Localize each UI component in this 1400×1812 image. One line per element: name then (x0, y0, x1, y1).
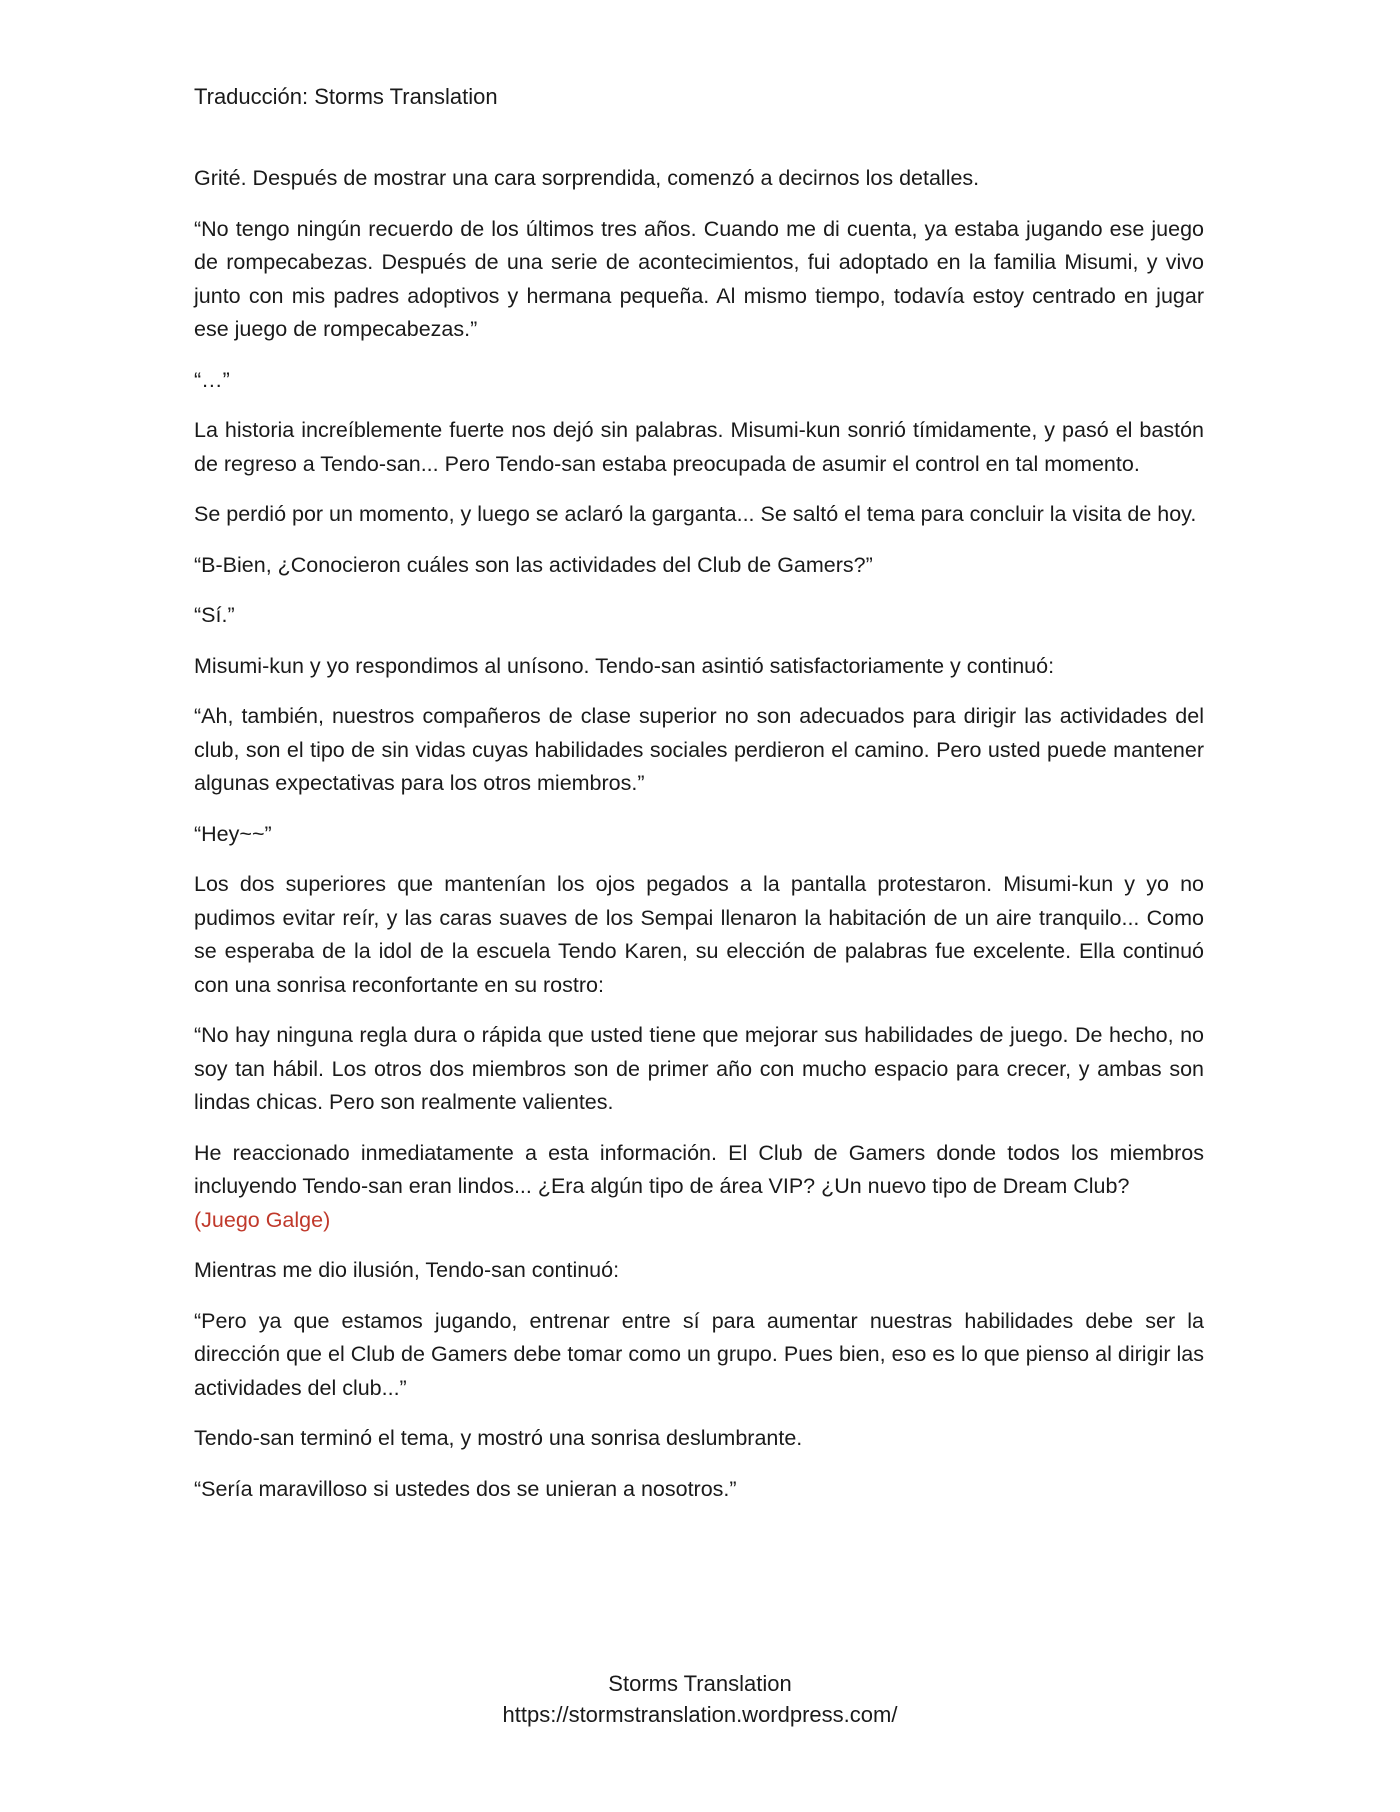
paragraph: Se perdió por un momento, y luego se aclaró la garganta... Se saltó el tema para concluir la visita de hoy. (194, 502, 1197, 526)
paragraph-text: He reaccionado inmediatamente a esta información. El Club de Gamers donde todos los miembros incluyendo Tendo-san eran lindos... ¿Era algún tipo de área VIP? ¿Un nuevo tipo de Dream Club? (194, 1140, 1204, 1198)
paragraph: Los dos superiores que mantenían los ojos pegados a la pantalla protestaron. Misumi-kun y yo no pudimos evitar reír, y las caras suaves de los Sempai llenaron la habitación de un aire tranquilo... Como se esperaba de la idol de la escuela Tendo Karen, su elección de palabras fue excelente. Ella continuó con una sonrisa reconfortante en su rostro: (194, 872, 1204, 997)
footer-url: https://stormstranslation.wordpress.com/ (502, 1702, 898, 1727)
paragraph: “No hay ninguna regla dura o rápida que usted tiene que mejorar sus habilidades de juego. De hecho, no soy tan hábil. Los otros dos miembros son de primer año con mucho espacio para crecer, y ambas son lindas chicas. Pero son realmente valientes. (194, 1023, 1204, 1114)
paragraph: “Pero ya que estamos jugando, entrenar entre sí para aumentar nuestras habilidades debe ser la dirección que el Club de Gamers debe tomar como un grupo. Pues bien, eso es lo que pienso al dirigir las actividades del club...” (194, 1308, 1204, 1400)
paragraph: Tendo-san terminó el tema, y mostró una sonrisa deslumbrante. (194, 1426, 803, 1450)
paragraph: “No tengo ningún recuerdo de los últimos tres años. Cuando me di cuenta, ya estaba jugando ese juego de rompecabezas. Después de una serie de acontecimientos, fui adoptado en la familia Misumi, y vivo junto con mis padres adoptivos y hermana pequeña. Al mismo tiempo, todavía estoy centrado en jugar ese juego de rompecabezas.” (194, 216, 1204, 341)
paragraph: Grité. Después de mostrar una cara sorprendida, comenzó a decirnos los detalles. (194, 166, 980, 190)
paragraph: La historia increíblemente fuerte nos dejó sin palabras. Misumi-kun sonrió tímidamente, y pasó el bastón de regreso a Tendo-san... Pero Tendo-san estaba preocupada de asumir el control en tal momento. (194, 418, 1204, 476)
paragraph: “Sí.” (194, 603, 235, 627)
paragraph: “Sería maravilloso si ustedes dos se unieran a nosotros.” (194, 1476, 737, 1501)
paragraph: “…” (194, 367, 230, 392)
document-body (194, 162, 1204, 1523)
paragraph: Misumi-kun y yo respondimos al unísono. Tendo-san asintió satisfactoriamente y continuó: (194, 653, 1055, 678)
footer-site-name: Storms Translation (608, 1671, 792, 1696)
paragraph: Mientras me dio ilusión, Tendo-san continuó: (194, 1258, 620, 1282)
paragraph-with-note (194, 1137, 1204, 1238)
translator-note: (Juego Galge) (194, 1207, 331, 1232)
page-footer (0, 1668, 1400, 1730)
paragraph: “B-Bien, ¿Conocieron cuáles son las actividades del Club de Gamers?” (194, 552, 873, 577)
translation-credit-header: Traducción: Storms Translation (194, 84, 498, 109)
paragraph: “Hey~~” (194, 821, 272, 846)
paragraph: “Ah, también, nuestros compañeros de clase superior no son adecuados para dirigir las actividades del club, son el tipo de sin vidas cuyas habilidades sociales perdieron el camino. Pero usted puede mantener algunas expectativas para los otros miembros.” (194, 704, 1204, 795)
